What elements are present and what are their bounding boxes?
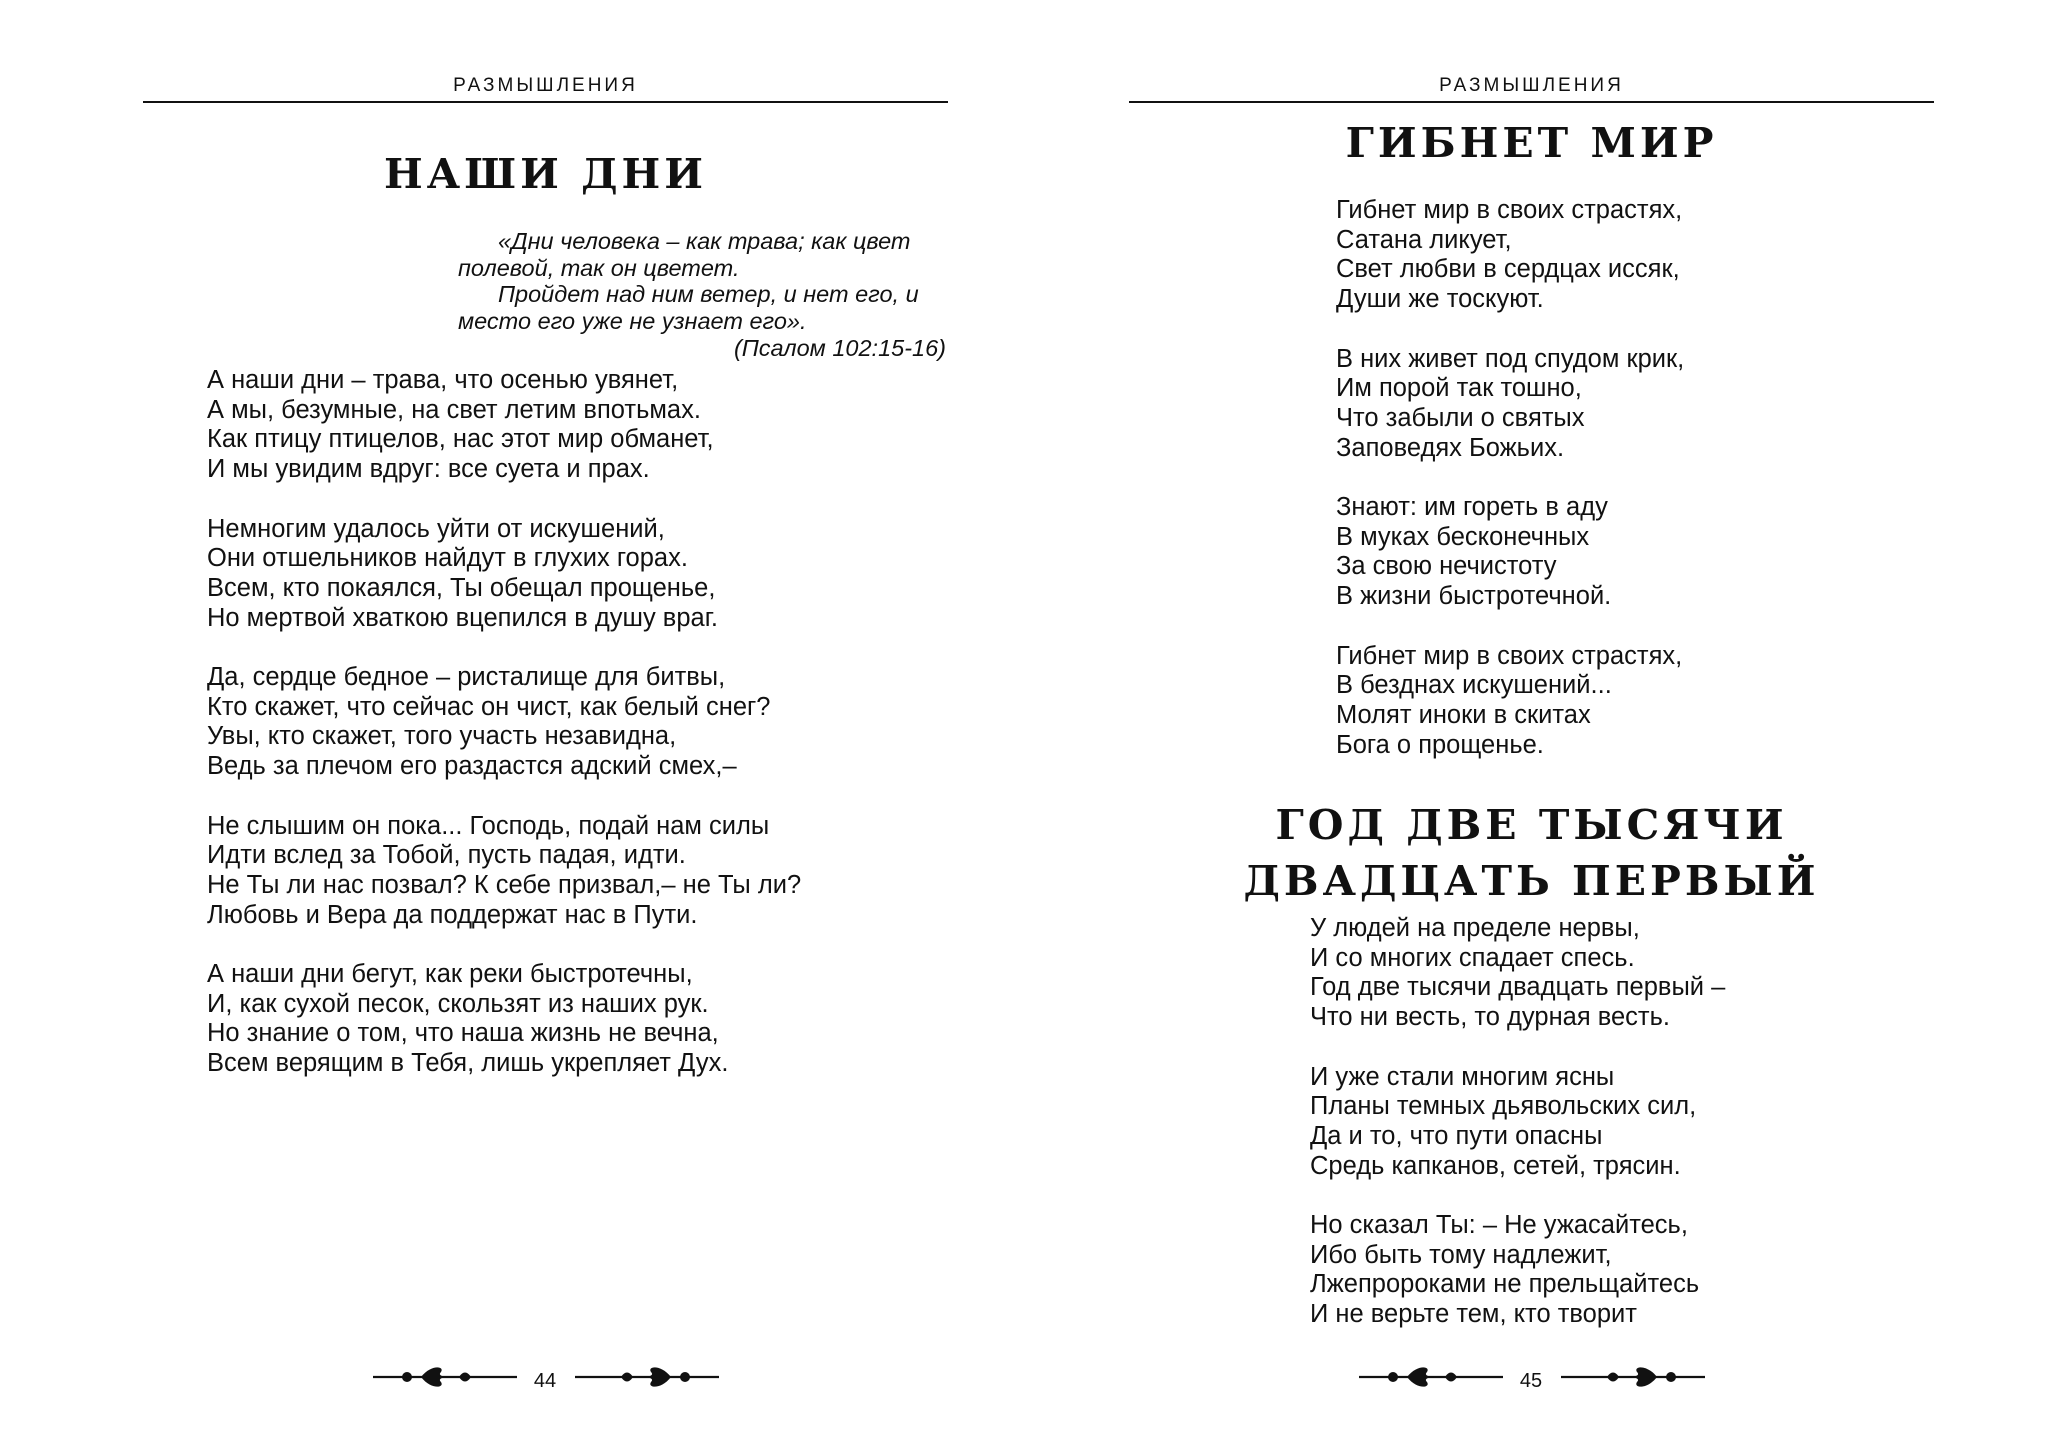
poem-title: ГИБНЕТ МИР	[1345, 119, 1718, 167]
poem-line: И уже стали многим ясны	[1310, 1062, 1615, 1091]
header-rule	[143, 101, 948, 103]
poem-line: Свет любви в сердцах иссяк,	[1336, 255, 1680, 284]
stanza	[207, 366, 801, 485]
page-number: 44	[533, 1370, 557, 1392]
poem-line: В безднах искушений...	[1336, 671, 1612, 700]
poem-line: У людей на пределе нервы,	[1310, 914, 1640, 942]
running-header: РАЗМЫШЛЕНИЯ	[1439, 75, 1624, 96]
poem-line: А наши дни – трава, что осенью увянет,	[207, 366, 679, 394]
poem-line: Всем, кто покаялся, Ты обещал прощенье,	[207, 573, 716, 602]
epigraph	[458, 228, 946, 362]
epigraph-reference: (Псалом 102:15-16)	[733, 334, 946, 361]
poem-title-line: ДВАДЦАТЬ ПЕРВЫЙ	[1243, 857, 1820, 905]
poem-line: Немногим удалось уйти от искушений,	[207, 514, 665, 543]
scroll-flourish-icon	[575, 1362, 719, 1392]
scroll-flourish-icon	[1561, 1362, 1705, 1392]
poem-line: Год две тысячи двадцать первый –	[1310, 973, 1726, 1002]
stanza	[1336, 345, 1684, 464]
stanza	[1336, 196, 1684, 315]
poem-line: Но мертвой хваткою вцепился в душу враг.	[207, 603, 718, 632]
poem-line: Они отшельников найдут в глухих горах.	[207, 544, 688, 573]
poem-line: Всем верящим в Тебя, лишь укрепляет Дух.	[207, 1049, 729, 1078]
poem-line: Знают: им гореть в аду	[1336, 493, 1608, 521]
poem-line: В них живет под спудом крик,	[1336, 344, 1685, 373]
poem-line: Души же тоскуют.	[1336, 285, 1544, 314]
poem-line: И не верьте тем, кто творит	[1310, 1300, 1637, 1329]
poem-line: Сатана ликует,	[1336, 225, 1512, 254]
poem-line: Идти вслед за Тобой, пусть падая, идти.	[207, 841, 686, 870]
poem-line: Лжепророками не прельщайтесь	[1310, 1270, 1700, 1299]
poem-line: Средь капканов, сетей, трясин.	[1310, 1151, 1681, 1180]
poem-line: Не слышим он пока... Господь, подай нам силы	[207, 811, 770, 840]
poem-line: Увы, кто скажет, того участь незавидна,	[207, 722, 677, 751]
poem-line: А наши дни бегут, как реки быстротечны,	[207, 960, 693, 988]
poem-line: Молят иноки в скитах	[1336, 700, 1591, 729]
page-number: 45	[1519, 1370, 1543, 1392]
poem-line: Да, сердце бедное – ристалище для битвы,	[207, 663, 726, 691]
poem-title: НАШИ ДНИ	[383, 150, 708, 198]
poem-line: Ибо быть тому надлежит,	[1310, 1240, 1612, 1269]
stanza	[207, 960, 801, 1079]
running-header: РАЗМЫШЛЕНИЯ	[453, 75, 638, 96]
poem-line: Не Ты ли нас позвал? К себе призвал,– не Ты ли?	[207, 870, 802, 899]
poem-line: Что забыли о святых	[1336, 403, 1585, 432]
right-page	[1029, 0, 2058, 1454]
poem-line: Что ни весть, то дурная весть.	[1310, 1003, 1670, 1032]
poem-line: Но знание о том, что наша жизнь не вечна,	[207, 1019, 719, 1048]
epigraph-line: «Дни человека – как трава; как цвет	[498, 228, 911, 254]
scroll-flourish-icon	[1359, 1362, 1503, 1392]
epigraph-line: Пройдет над ним ветер, и нет его, и	[498, 281, 919, 308]
poem-line: Ведь за плечом его раздастся адский смех,–	[207, 752, 737, 781]
stanza	[207, 515, 801, 634]
poem-line: Кто скажет, что сейчас он чист, как белый снег?	[207, 692, 771, 721]
stanza	[207, 663, 801, 782]
poem-line: А мы, безумные, на свет летим впотьмах.	[207, 395, 701, 424]
poem-line: За свою нечистоту	[1336, 552, 1557, 581]
poem-body	[1310, 914, 1725, 1330]
poem-title-line: ГОД ДВЕ ТЫСЯЧИ	[1275, 801, 1788, 849]
poem-body	[1336, 196, 1684, 760]
epigraph-line: место его уже не узнает его».	[458, 308, 807, 335]
poem-line: Любовь и Вера да поддержат нас в Пути.	[207, 900, 698, 929]
stanza	[1336, 642, 1684, 761]
epigraph-line: полевой, так он цветет.	[458, 254, 740, 281]
header-rule	[1129, 101, 1934, 103]
stanza	[1310, 1211, 1725, 1330]
poem-line: Да и то, что пути опасны	[1310, 1121, 1603, 1150]
stanza	[1310, 1063, 1725, 1182]
poem-line: Им порой так тошно,	[1336, 374, 1582, 403]
poem-line: И, как сухой песок, скользят из наших рук.	[207, 989, 709, 1018]
poem-line: Заповедях Божьих.	[1336, 433, 1565, 462]
poem-line: Планы темных дьявольских сил,	[1310, 1092, 1697, 1121]
page-footer	[1029, 1362, 2058, 1392]
poem-line: Как птицу птицелов, нас этот мир обманет,	[207, 425, 714, 454]
poem-line: В муках бесконечных	[1336, 522, 1590, 551]
stanza	[1336, 493, 1684, 612]
poem-line: И со многих спадает спесь.	[1310, 943, 1635, 972]
poem-line: Но сказал Ты: – Не ужасайтесь,	[1310, 1211, 1688, 1239]
poem-line: Гибнет мир в своих страстях,	[1336, 641, 1683, 670]
poem-line: В жизни быстротечной.	[1336, 582, 1612, 611]
poem-line: И мы увидим вдруг: все суета и прах.	[207, 455, 650, 484]
poem-line: Гибнет мир в своих страстях,	[1336, 196, 1683, 224]
scroll-flourish-icon	[373, 1362, 517, 1392]
stanza	[1310, 914, 1725, 1033]
poem-title	[1129, 797, 1934, 909]
poem-line: Бога о прощенье.	[1336, 730, 1544, 759]
poem-body	[207, 366, 801, 1079]
stanza	[207, 812, 801, 931]
page-footer	[0, 1362, 1029, 1392]
